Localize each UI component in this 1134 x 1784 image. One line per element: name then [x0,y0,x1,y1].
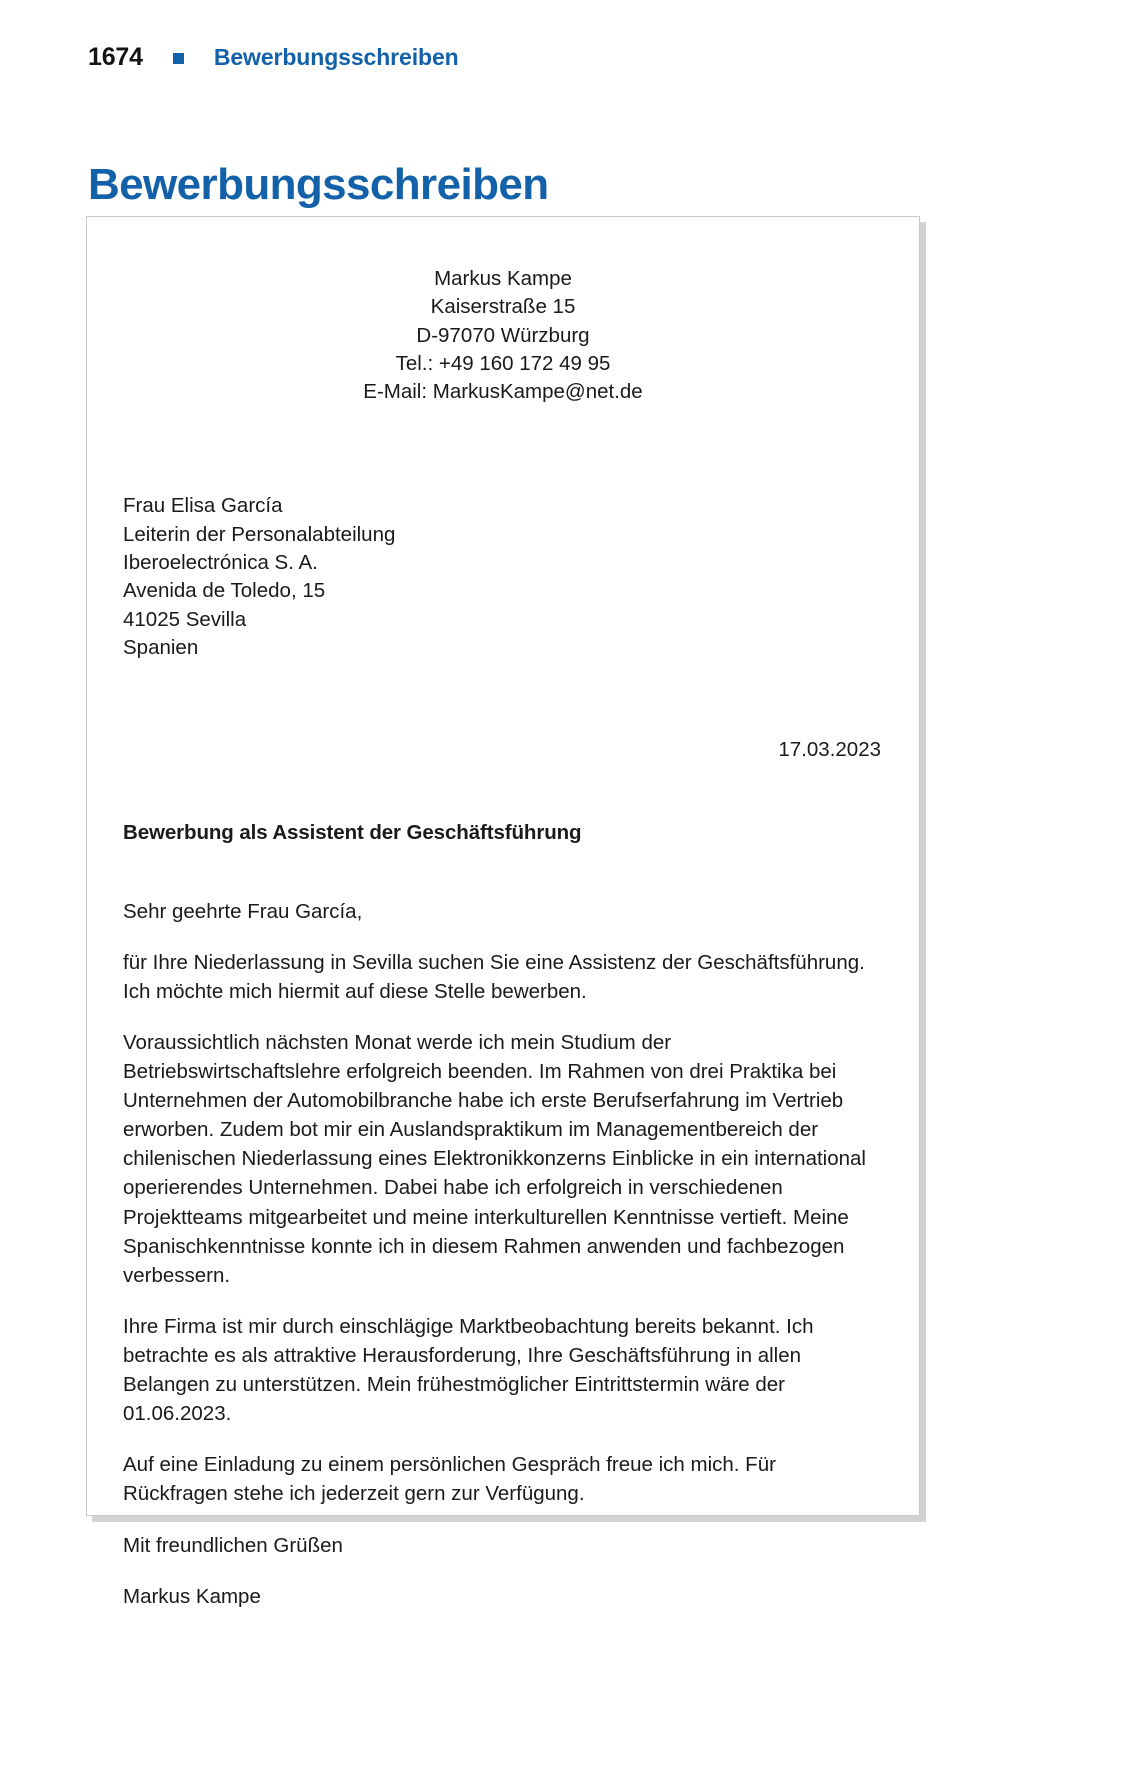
letter-subject: Bewerbung als Assistent der Geschäftsführung [123,821,582,845]
recipient-line: Spanien [123,635,199,659]
recipient-line: Avenida de Toledo, 15 [123,579,326,603]
sender-line: Markus Kampe [434,267,572,290]
signature: Markus Kampe [123,1584,261,1608]
letter-card [86,216,920,1608]
paragraph: für Ihre Niederlassung in Sevilla suchen Sie eine Assistenz der Geschäftsführung. Ich möchte mich hiermit auf diese Stelle bewerben. [123,950,865,1003]
page-number: 1674 [88,42,143,71]
closing: Mit freundlichen Grüßen [123,1533,343,1557]
running-header [88,40,459,74]
salutation: Sehr geehrte Frau García, [123,899,363,923]
paragraph: Voraussichtlich nächsten Monat werde ich mein Studium der Betriebswirtschaftslehre erfolgreich beenden. Im Rahmen von drei Praktika bei Unternehmen der Automobilbranche habe ich erste Berufserfahrung im Vertrieb erworben. Zudem bot mir ein Auslandspraktikum im Managementbereich der chilenischen Niederlassung eines Elektronikkonzerns Einblicke in ein international operierendes Unternehmen. Dabei habe ich erfolgreich in verschiedenen Projektteams mitgearbeitet und meine interkulturellen Kenntnisse vertieft. Meine Spanischkenntnisse konnte ich in diesem Rahmen anwenden und fachbezogen verbessern. [123,1030,866,1287]
letter-date: 17.03.2023 [778,738,881,762]
sender-phone: Tel.: +49 160 172 49 95 [395,351,611,375]
recipient-line: Iberoelectrónica S. A. [123,550,318,574]
letter-body [87,217,919,1608]
square-bullet-icon [173,53,184,64]
running-header-title: Bewerbungsschreiben [213,43,459,70]
sender-line: Kaiserstraße 15 [430,295,576,319]
recipient-address-block [123,492,883,662]
recipient-line: Frau Elisa García [123,494,283,518]
sender-address-block [123,265,883,406]
recipient-line: 41025 Sevilla [123,607,247,631]
paragraph: Ihre Firma ist mir durch einschlägige Marktbeobachtung bereits bekannt. Ich betrachte es als attraktive Herausforderung, Ihre Geschäftsführung in allen Belangen zu unterstützen. Mein frühestmöglicher Eintrittstermin wäre der 01.06.2023. [123,1314,814,1426]
recipient-line: Leiterin der Personalabteilung [123,522,396,546]
letter-text [123,897,883,1611]
page-title: Bewerbungsschreiben [88,160,549,210]
sender-email: E-Mail: MarkusKampe@net.de [363,380,643,404]
sender-line: D-97070 Würzburg [416,323,590,347]
paragraph: Auf eine Einladung zu einem persönlichen Gespräch freue ich mich. Für Rückfragen stehe ich jederzeit gern zur Verfügung. [123,1453,776,1506]
